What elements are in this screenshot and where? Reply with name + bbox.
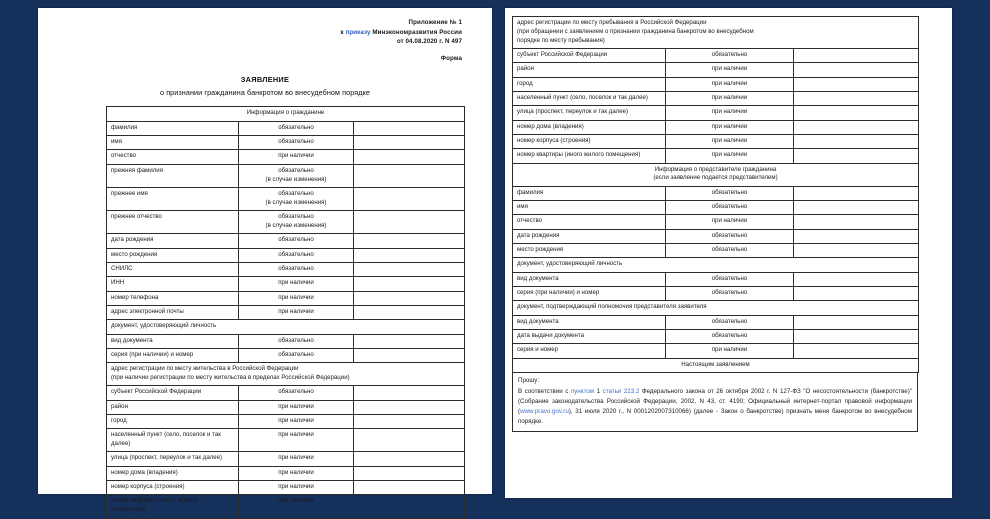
table-row xyxy=(107,305,465,319)
field-value-cell[interactable] xyxy=(354,234,465,248)
table-row xyxy=(513,149,919,163)
field-value-cell[interactable] xyxy=(794,186,919,200)
table-row xyxy=(107,150,465,164)
field-label-cell: улица (проспект, переулок и так далее) xyxy=(107,452,239,466)
table-row xyxy=(513,77,919,91)
field-value-cell[interactable] xyxy=(354,121,465,135)
field-label-cell: населенный пункт (село, поселок и так далее) xyxy=(107,429,239,452)
page-subtitle: о признании гражданина банкротом во внесудебном порядке xyxy=(160,88,370,98)
table-row xyxy=(513,258,919,272)
table-row xyxy=(107,414,465,428)
header-date-line: от 04.08.2020 г. N 497 xyxy=(396,38,462,46)
field-value-cell[interactable] xyxy=(354,291,465,305)
field-value-cell[interactable] xyxy=(354,495,465,518)
field-value-cell[interactable] xyxy=(794,149,919,163)
table-section-header: Информация о гражданине xyxy=(107,107,465,121)
field-label-cell: номер корпуса (строения) xyxy=(513,134,666,148)
field-value-cell[interactable] xyxy=(794,229,919,243)
table-row xyxy=(107,121,465,135)
field-value-cell[interactable] xyxy=(354,481,465,495)
citizen-info-table xyxy=(106,106,465,518)
table-row xyxy=(513,106,919,120)
field-value-cell[interactable] xyxy=(354,150,465,164)
field-label-cell: вид документа xyxy=(107,334,239,348)
field-requirement-cell: при наличии xyxy=(666,149,794,163)
field-label-cell: серия и номер xyxy=(513,344,666,358)
table-row xyxy=(107,291,465,305)
field-value-cell[interactable] xyxy=(354,334,465,348)
field-value-cell[interactable] xyxy=(354,187,465,210)
field-requirement-cell: при наличии xyxy=(666,344,794,358)
table-row xyxy=(513,301,919,315)
field-value-cell[interactable] xyxy=(354,136,465,150)
field-label-cell: место рождения xyxy=(107,248,239,262)
header-order-link[interactable]: приказу xyxy=(345,28,371,36)
field-requirement-cell: обязательно (в случае изменения) xyxy=(239,187,354,210)
field-value-cell[interactable] xyxy=(794,134,919,148)
form-header-block xyxy=(38,8,492,63)
citizen-info-table-body xyxy=(107,107,465,518)
field-value-cell[interactable] xyxy=(794,120,919,134)
table-fullwidth-label: адрес регистрации по месту пребывания в Российской Федерации (при обращении с заявлением о признании гражданина банкротом во внесудебном порядке по месту пребывания) xyxy=(513,17,919,49)
field-requirement-cell: при наличии xyxy=(666,77,794,91)
field-requirement-note: (в случае изменения) xyxy=(265,175,327,183)
field-requirement-cell: при наличии xyxy=(239,495,354,518)
table-row xyxy=(513,344,919,358)
field-label-cell: субъект Российской Федерации xyxy=(107,386,239,400)
table-row xyxy=(513,315,919,329)
field-label-cell: серия (при наличии) и номер xyxy=(513,287,666,301)
table-row xyxy=(107,277,465,291)
field-requirement-cell: обязательно xyxy=(666,287,794,301)
field-requirement-cell: обязательно xyxy=(666,244,794,258)
table-row xyxy=(107,107,465,121)
table-row xyxy=(107,452,465,466)
closing-link-2232[interactable]: 223.2 xyxy=(623,388,640,396)
table-row xyxy=(107,466,465,480)
field-requirement-cell: обязательно xyxy=(239,334,354,348)
table-row xyxy=(513,186,919,200)
field-label-cell: улица (проспект, переулок и так далее) xyxy=(513,106,666,120)
field-value-cell[interactable] xyxy=(354,414,465,428)
table-row xyxy=(513,215,919,229)
table-row xyxy=(107,400,465,414)
field-requirement-cell: при наличии xyxy=(239,277,354,291)
header-forma-label: Форма xyxy=(440,54,462,62)
closing-text-e: ), 31 июля 2020 г., N 0001202007310066) (далее - Закон о банкротстве) признать меня банкротом во внесудебном порядке. xyxy=(518,408,912,426)
field-requirement-cell: обязательно xyxy=(666,330,794,344)
field-requirement-cell: при наличии xyxy=(666,215,794,229)
table-row xyxy=(107,348,465,362)
field-requirement-cell: при наличии xyxy=(666,63,794,77)
field-label-cell: дата рождения xyxy=(107,234,239,248)
field-value-cell[interactable] xyxy=(794,287,919,301)
field-requirement-cell: обязательно xyxy=(666,201,794,215)
field-requirement-cell: обязательно xyxy=(666,48,794,62)
field-value-cell[interactable] xyxy=(354,429,465,452)
field-requirement-cell: обязательно xyxy=(239,121,354,135)
table-row xyxy=(513,17,919,49)
field-requirement-cell: при наличии xyxy=(239,400,354,414)
field-requirement-cell: обязательно xyxy=(239,386,354,400)
field-label-cell: прежнее имя xyxy=(107,187,239,210)
table-row xyxy=(107,234,465,248)
table-row xyxy=(513,134,919,148)
field-requirement-cell: обязательно xyxy=(666,315,794,329)
table-row xyxy=(107,481,465,495)
field-value-cell[interactable] xyxy=(794,272,919,286)
closing-statement-block xyxy=(512,373,918,432)
field-value-cell[interactable] xyxy=(354,466,465,480)
field-value-cell[interactable] xyxy=(794,244,919,258)
field-requirement-cell: при наличии xyxy=(666,134,794,148)
table-fullwidth-label: документ, подтверждающий полномочия представителя заявителя xyxy=(513,301,919,315)
field-requirement-cell: при наличии xyxy=(239,414,354,428)
field-label-cell: прежняя фамилия xyxy=(107,164,239,187)
document-page-2 xyxy=(505,8,952,498)
header-order-line xyxy=(38,28,462,38)
field-label-cell: номер телефона xyxy=(107,291,239,305)
field-requirement-cell: обязательно xyxy=(239,136,354,150)
field-label-cell: отчество xyxy=(107,150,239,164)
closing-prosu-label: Прошу: xyxy=(518,377,540,385)
field-label-cell: прежнее отчество xyxy=(107,211,239,234)
field-label-cell: ИНН xyxy=(107,277,239,291)
table-row xyxy=(513,272,919,286)
table-row xyxy=(513,287,919,301)
field-label-cell: населенный пункт (село, поселок и так далее) xyxy=(513,91,666,105)
field-requirement-note: (в случае изменения) xyxy=(265,198,327,206)
field-label-cell: район xyxy=(513,63,666,77)
field-label-cell: СНИЛС xyxy=(107,262,239,276)
field-label-cell: субъект Российской Федерации xyxy=(513,48,666,62)
representative-info-table-body xyxy=(513,17,919,373)
closing-text-a: В соответствии с xyxy=(518,388,571,396)
table-section-subheader: (если заявление подается представителем) xyxy=(653,174,778,182)
closing-text-b: 1 xyxy=(594,388,603,396)
field-label-cell: адрес электронной почты xyxy=(107,305,239,319)
header-appendix-line xyxy=(38,18,462,28)
field-value-cell[interactable] xyxy=(354,211,465,234)
field-label-cell: город xyxy=(107,414,239,428)
table-row xyxy=(513,48,919,62)
field-label-cell: отчество xyxy=(513,215,666,229)
field-label-cell: номер квартиры (иного жилого помещения) xyxy=(107,495,239,518)
field-label-cell: номер корпуса (строения) xyxy=(107,481,239,495)
closing-link-punkt[interactable]: пунктом xyxy=(570,388,595,396)
table-row xyxy=(107,334,465,348)
field-value-cell[interactable] xyxy=(354,305,465,319)
field-requirement-cell: обязательно (в случае изменения) xyxy=(239,164,354,187)
field-label-cell: номер дома (владения) xyxy=(513,120,666,134)
table-row xyxy=(107,429,465,452)
field-value-cell[interactable] xyxy=(794,201,919,215)
field-value-cell[interactable] xyxy=(354,348,465,362)
table-section-header: Информация о представителе гражданина (если заявление подается представителем) xyxy=(513,163,919,186)
closing-paragraph xyxy=(518,387,912,427)
field-requirement-cell: обязательно (в случае изменения) xyxy=(239,211,354,234)
field-requirement-cell: при наличии xyxy=(666,91,794,105)
page-title: ЗАЯВЛЕНИЕ xyxy=(240,75,290,85)
table-row xyxy=(107,187,465,210)
table-row xyxy=(513,163,919,186)
table-row xyxy=(107,211,465,234)
field-requirement-cell: при наличии xyxy=(239,452,354,466)
field-value-cell[interactable] xyxy=(794,48,919,62)
field-label-cell: фамилия xyxy=(513,186,666,200)
field-requirement-cell: при наличии xyxy=(666,120,794,134)
field-label-cell: город xyxy=(513,77,666,91)
table-row xyxy=(107,386,465,400)
field-requirement-cell: обязательно xyxy=(239,262,354,276)
field-requirement-cell: обязательно xyxy=(239,248,354,262)
table-row xyxy=(513,201,919,215)
table-row xyxy=(107,320,465,334)
field-requirement-cell: при наличии xyxy=(666,106,794,120)
field-label-cell: имя xyxy=(107,136,239,150)
representative-info-table xyxy=(512,16,919,373)
table-row xyxy=(513,358,919,372)
table-row xyxy=(513,244,919,258)
field-value-cell[interactable] xyxy=(794,77,919,91)
field-label-cell: вид документа xyxy=(513,272,666,286)
field-requirement-cell: при наличии xyxy=(239,291,354,305)
field-requirement-note: (в случае изменения) xyxy=(265,221,327,229)
field-requirement-cell: при наличии xyxy=(239,150,354,164)
table-fullwidth-label: документ, удостоверяющий личность xyxy=(513,258,919,272)
table-row xyxy=(107,495,465,518)
field-value-cell[interactable] xyxy=(354,277,465,291)
table-row xyxy=(107,248,465,262)
field-requirement-cell: при наличии xyxy=(239,481,354,495)
table-section-header: Настоящим заявлением xyxy=(513,358,919,372)
header-appendix-number: Приложение № 1 xyxy=(408,19,462,26)
field-value-cell[interactable] xyxy=(794,91,919,105)
field-label-cell: место рождения xyxy=(513,244,666,258)
field-value-cell[interactable] xyxy=(354,400,465,414)
table-row xyxy=(513,229,919,243)
table-row xyxy=(513,330,919,344)
field-label-cell: номер квартиры (иного жилого помещения) xyxy=(513,149,666,163)
field-requirement-cell: при наличии xyxy=(239,305,354,319)
field-requirement-cell: обязательно xyxy=(666,272,794,286)
table-row xyxy=(107,136,465,150)
field-label-cell: фамилия xyxy=(107,121,239,135)
field-requirement-cell: при наличии xyxy=(239,466,354,480)
table-row xyxy=(513,63,919,77)
field-label-cell: имя xyxy=(513,201,666,215)
field-value-cell[interactable] xyxy=(794,63,919,77)
field-label-cell: вид документа xyxy=(513,315,666,329)
field-requirement-cell: обязательно xyxy=(239,234,354,248)
field-value-cell[interactable] xyxy=(354,248,465,262)
table-fullwidth-label-2: (при наличии регистрации по месту жительства в пределах Российской Федерации) xyxy=(111,374,350,381)
field-value-cell[interactable] xyxy=(354,386,465,400)
field-requirement-cell: обязательно xyxy=(666,186,794,200)
table-row xyxy=(107,363,465,386)
field-value-cell[interactable] xyxy=(794,344,919,358)
closing-link-statya[interactable]: статьи xyxy=(602,388,622,396)
field-requirement-cell: при наличии xyxy=(239,429,354,452)
field-requirement-cell: обязательно xyxy=(239,348,354,362)
header-order-prefix: к xyxy=(340,28,346,36)
field-label-cell: дата рождения xyxy=(513,229,666,243)
field-label-cell: район xyxy=(107,400,239,414)
field-value-cell[interactable] xyxy=(794,215,919,229)
document-page-1 xyxy=(38,8,492,514)
field-value-cell[interactable] xyxy=(794,315,919,329)
table-fullwidth-label: документ, удостоверяющий личность xyxy=(107,320,465,334)
field-value-cell[interactable] xyxy=(354,452,465,466)
table-fullwidth-label-3: порядке по месту пребывания) xyxy=(517,36,605,44)
field-requirement-cell: обязательно xyxy=(666,229,794,243)
table-fullwidth-label: адрес регистрации по месту жительства в Российской Федерации (при наличии регистрации по месту жительства в пределах Российской Федерации) xyxy=(107,363,465,386)
field-label-cell: дата выдачи документа xyxy=(513,330,666,344)
table-row xyxy=(513,120,919,134)
field-value-cell[interactable] xyxy=(794,106,919,120)
header-order-suffix: Минэкономразвития России xyxy=(370,28,462,36)
closing-text-d: Федерального закона от 26 октября 2002 г. N 127-ФЗ "О несостоятельности (банкротстве)" (Собрание законодательства Российской Федерации, 2002, N 43, ст. 4190; Официальный интернет-портал правовой информации ( xyxy=(518,388,912,416)
field-label-cell: серия (при наличии) и номер xyxy=(107,348,239,362)
table-fullwidth-label-2: (при обращении с заявлением о признании гражданина банкротом во внесудебном xyxy=(517,27,754,35)
table-row xyxy=(513,91,919,105)
field-label-cell: номер дома (владения) xyxy=(107,466,239,480)
field-value-cell[interactable] xyxy=(794,330,919,344)
table-row xyxy=(107,164,465,187)
field-value-cell[interactable] xyxy=(354,164,465,187)
field-value-cell[interactable] xyxy=(354,262,465,276)
closing-link-pravo-gov[interactable]: www.pravo.gov.ru xyxy=(520,408,569,416)
table-row xyxy=(107,262,465,276)
